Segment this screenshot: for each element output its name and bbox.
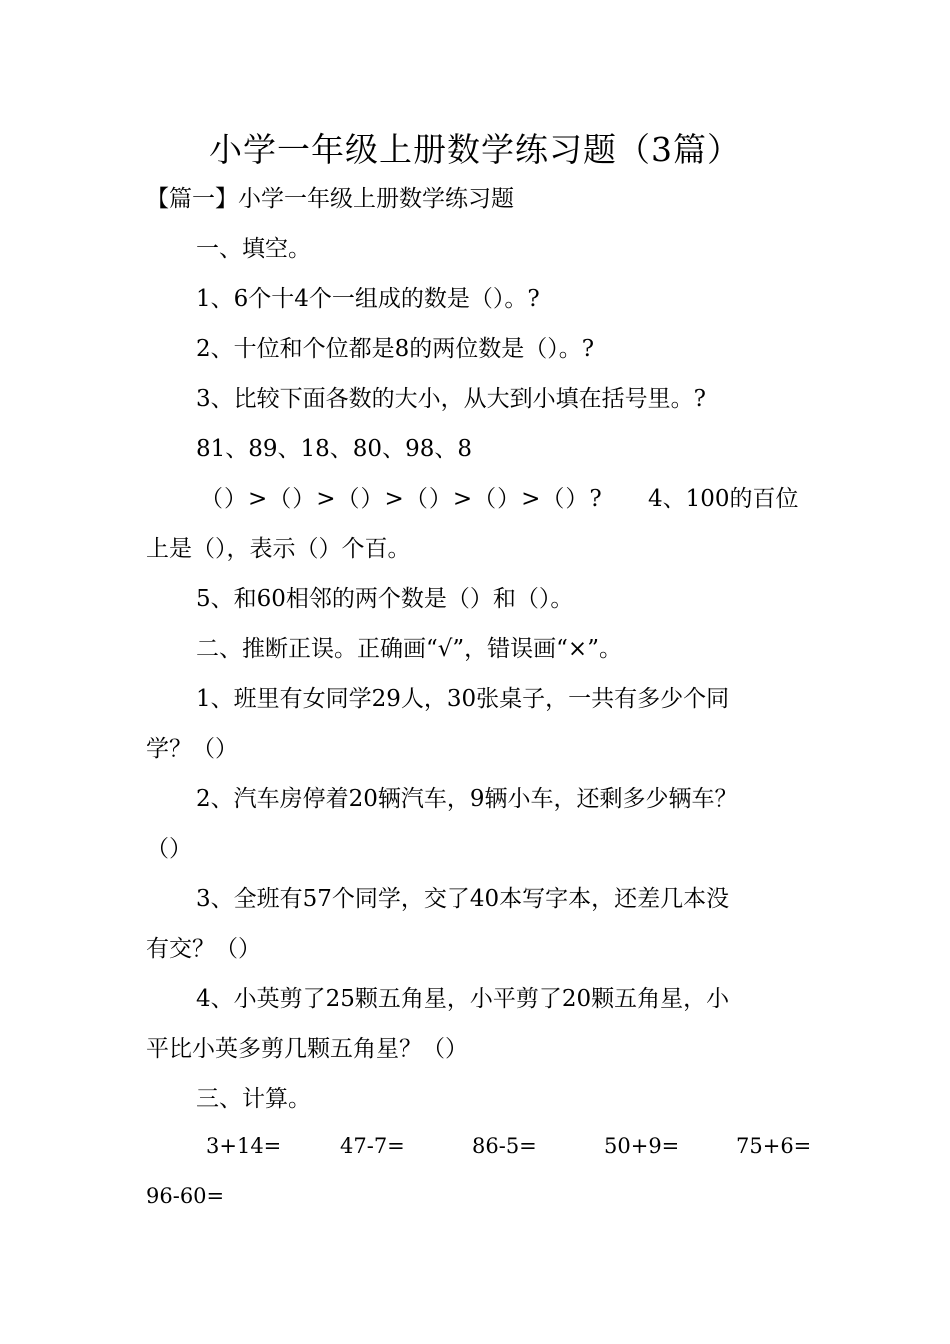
part2-question-2-line-1: 2、汽车房停着20辆汽车，9辆小车，还剩多少辆车？ — [196, 786, 738, 812]
part2-question-4-line-2: 平比小英多剪几颗五角星？（） — [146, 1036, 468, 1062]
document-title: 小学一年级上册数学练习题（3篇） — [209, 130, 741, 169]
calc-problem: 3+14= — [206, 1134, 282, 1158]
calc-problem: 96-60= — [146, 1184, 225, 1208]
part2-question-1-line-1: 1、班里有女同学29人，30张桌子，一共有多少个同 — [196, 686, 730, 712]
part1-question-3-numbers: 81、89、18、80、98、8 — [196, 436, 472, 462]
part1-question-2: 2、十位和个位都是8的两位数是（）。? — [196, 336, 595, 362]
section-header: 【篇一】小学一年级上册数学练习题 — [146, 186, 514, 212]
part1-question-3-blanks: （）>（）>（）>（）>（）>（）? — [200, 486, 603, 512]
part1-question-3: 3、比较下面各数的大小，从大到小填在括号里。? — [196, 386, 706, 412]
part1-question-1: 1、6个十4个一组成的数是（）。? — [196, 286, 540, 312]
part1-heading: 一、填空。 — [196, 236, 311, 262]
calc-problem: 86-5= — [472, 1134, 537, 1158]
part2-heading: 二、推断正误。正确画“√”，错误画“×”。 — [196, 636, 622, 662]
calc-problem: 50+9= — [604, 1134, 680, 1158]
part1-question-4-start: 4、100的百位 — [648, 486, 799, 512]
part2-question-4-line-1: 4、小英剪了25颗五角星，小平剪了20颗五角星，小 — [196, 986, 730, 1012]
part2-question-3-line-2: 有交？（） — [146, 936, 261, 962]
calc-problem: 47-7= — [340, 1134, 405, 1158]
part2-question-3-line-1: 3、全班有57个同学，交了40本写字本，还差几本没 — [196, 886, 730, 912]
part1-question-5: 5、和60相邻的两个数是（）和（）。 — [196, 586, 574, 612]
part2-question-1-line-2: 学？（） — [146, 736, 238, 762]
calc-problem: 75+6= — [736, 1134, 812, 1158]
part1-question-4-end: 上是（），表示（）个百。 — [146, 536, 411, 562]
part2-question-2-line-2: （） — [146, 836, 192, 862]
part3-heading: 三、计算。 — [196, 1086, 311, 1112]
